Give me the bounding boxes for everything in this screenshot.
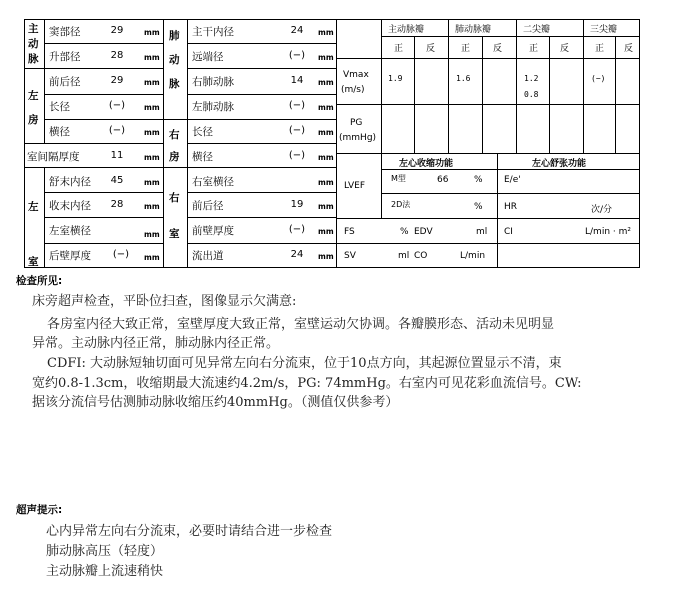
lv-trans-unit: mm <box>144 230 160 239</box>
findings-line: 异常。主动脉内径正常，肺动脉内径正常。 <box>32 336 280 351</box>
pulmonary-group-label: 肺动脉 <box>169 30 180 90</box>
subhdr-forward: 正 <box>461 44 471 54</box>
hr-label: HR <box>504 202 518 212</box>
pa-main-value: 24 <box>290 25 304 36</box>
septum-unit: mm <box>144 153 160 162</box>
rvot-label: 流出道 <box>192 250 224 262</box>
rv-aw-label: 前壁厚度 <box>192 225 234 237</box>
la-ap-label: 前后径 <box>49 76 81 88</box>
ci-label: CI <box>504 227 513 237</box>
vmax-label: Vmax <box>343 70 369 80</box>
ra-long-unit: mm <box>318 128 334 137</box>
vmax-mitral-forward-1: 1.2 <box>524 74 539 83</box>
right-ventricle-group-label: 右室 <box>169 192 180 240</box>
aorta-sinus-label: 窦部径 <box>49 26 81 38</box>
valve-header-tricuspid: 三尖瓣 <box>590 25 618 35</box>
lv-edd-unit: mm <box>144 178 160 187</box>
sv-label: SV <box>344 251 356 261</box>
pa-right-unit: mm <box>318 78 334 87</box>
twod-percent: % <box>474 202 483 212</box>
subhdr-reverse: 反 <box>624 44 634 54</box>
left-ventricle-group-label: 左室 <box>28 201 39 268</box>
lv-edd-value: 45 <box>110 175 124 186</box>
la-trans-value: (−) <box>108 125 126 136</box>
m-mode-percent: % <box>474 175 483 185</box>
aorta-ascending-unit: mm <box>144 53 160 62</box>
aorta-ascending-value: 28 <box>110 50 124 61</box>
pg-unit: (mmHg) <box>339 133 377 143</box>
lv-systolic-title: 左心收缩功能 <box>399 159 454 169</box>
edv-label: EDV <box>414 227 433 237</box>
ee-label: E/e' <box>504 175 521 185</box>
subhdr-forward: 正 <box>394 44 404 54</box>
lv-pw-label: 后壁厚度 <box>49 250 91 262</box>
findings-line: 床旁超声检查，平卧位扫查，图像显示欠满意: <box>32 294 297 309</box>
lv-esd-value: 28 <box>110 199 124 210</box>
la-trans-unit: mm <box>144 128 160 137</box>
ra-long-value: (−) <box>288 125 306 136</box>
lvef-label: LVEF <box>344 181 366 191</box>
la-long-value: (−) <box>108 100 126 111</box>
pa-distal-value: (−) <box>288 50 306 61</box>
la-ap-unit: mm <box>144 78 160 87</box>
rv-ap-label: 前后径 <box>192 200 224 212</box>
subhdr-forward: 正 <box>529 44 539 54</box>
findings-heading: 检查所见: <box>16 275 63 287</box>
conclusion-line: 肺动脉高压（轻度） <box>46 544 164 559</box>
pa-main-unit: mm <box>318 28 334 37</box>
fs-percent: % <box>400 227 409 237</box>
conclusion-line: 心内异常左向右分流束，必要时请结合进一步检查 <box>46 524 333 539</box>
pa-left-value: (−) <box>288 100 306 111</box>
fs-label: FS <box>344 227 355 237</box>
left-atrium-group-label: 左房 <box>28 90 39 126</box>
ci-unit: L/min · m² <box>585 227 631 237</box>
la-long-unit: mm <box>144 103 160 112</box>
septum-value: 11 <box>110 150 124 161</box>
pg-label: PG <box>350 118 363 128</box>
pa-distal-label: 远端径 <box>192 51 224 63</box>
pa-right-label: 右肺动脉 <box>192 76 234 88</box>
vmax-aortic-forward: 1.9 <box>388 74 403 83</box>
aorta-ascending-label: 升部径 <box>49 51 81 63</box>
right-atrium-group-label: 右房 <box>169 129 180 163</box>
vmax-pulmonary-forward: 1.6 <box>456 74 471 83</box>
edv-unit: ml <box>476 227 488 237</box>
septum-label: 室间隔厚度 <box>27 151 80 163</box>
rv-trans-unit: mm <box>318 178 334 187</box>
rv-aw-value: (−) <box>288 224 306 235</box>
la-long-label: 长径 <box>49 101 70 113</box>
valve-header-pulmonary: 肺动脉瓣 <box>455 25 492 35</box>
vmax-tricuspid-forward: (−) <box>591 74 606 83</box>
conclusion-heading: 超声提示: <box>16 504 63 516</box>
aorta-sinus-value: 29 <box>110 25 124 36</box>
aorta-sinus-unit: mm <box>144 28 160 37</box>
m-mode-value: 66 <box>437 175 449 185</box>
subhdr-forward: 正 <box>595 44 605 54</box>
rvot-unit: mm <box>318 252 334 261</box>
aorta-group-label: 主动脉 <box>28 23 39 65</box>
la-trans-label: 横径 <box>49 126 70 138</box>
valve-header-mitral: 二尖瓣 <box>523 25 551 35</box>
ra-long-label: 长径 <box>192 126 213 138</box>
pa-left-label: 左肺动脉 <box>192 101 234 113</box>
findings-line: 宽约0.8-1.3cm，收缩期最大流速约4.2m/s，PG: 74mmHg。右室内可见花彩血流信号。CW: <box>32 376 582 391</box>
rv-trans-label: 右室横径 <box>192 176 234 188</box>
pa-right-value: 14 <box>290 75 304 86</box>
rv-ap-unit: mm <box>318 202 334 211</box>
ra-trans-unit: mm <box>318 153 334 162</box>
twod-label: 2D法 <box>391 200 411 209</box>
lv-pw-unit: mm <box>144 253 160 262</box>
sv-unit: ml <box>398 251 410 261</box>
conclusion-line: 主动脉瓣上流速稍快 <box>46 564 164 579</box>
vmax-mitral-forward-2: 0.8 <box>524 90 539 99</box>
findings-line: 据该分流信号估测肺动脉收缩压约40mmHg。（测值仅供参考） <box>32 395 399 410</box>
valve-header-aortic: 主动脉瓣 <box>388 25 425 35</box>
co-label: CO <box>414 251 428 261</box>
vmax-unit: (m/s) <box>341 85 365 95</box>
co-unit: L/min <box>460 251 486 261</box>
rv-ap-value: 19 <box>290 199 304 210</box>
subhdr-reverse: 反 <box>493 44 503 54</box>
ra-trans-label: 横径 <box>192 151 213 163</box>
m-mode-label: M型 <box>391 174 406 183</box>
lv-diastolic-title: 左心舒张功能 <box>532 159 587 169</box>
lv-pw-value: (−) <box>112 249 130 260</box>
lv-edd-label: 舒末内径 <box>49 176 91 188</box>
hr-unit: 次/分 <box>591 205 613 215</box>
ra-trans-value: (−) <box>288 150 306 161</box>
la-ap-value: 29 <box>110 75 124 86</box>
lv-esd-unit: mm <box>144 202 160 211</box>
rvot-value: 24 <box>290 249 304 260</box>
findings-line: 各房室内径大致正常，室壁厚度大致正常，室壁运动欠协调。各瓣膜形态、活动未见明显 <box>47 317 555 332</box>
rv-aw-unit: mm <box>318 227 334 236</box>
subhdr-reverse: 反 <box>426 44 436 54</box>
lv-trans-label: 左室横径 <box>49 225 91 237</box>
pa-main-label: 主干内径 <box>192 26 234 38</box>
findings-line: CDFI: 大动脉短轴切面可见异常左向右分流束，位于10点方向，其起源位置显示不清，束 <box>47 356 562 371</box>
pa-left-unit: mm <box>318 103 334 112</box>
lv-esd-label: 收末内径 <box>49 200 91 212</box>
subhdr-reverse: 反 <box>560 44 570 54</box>
pa-distal-unit: mm <box>318 53 334 62</box>
